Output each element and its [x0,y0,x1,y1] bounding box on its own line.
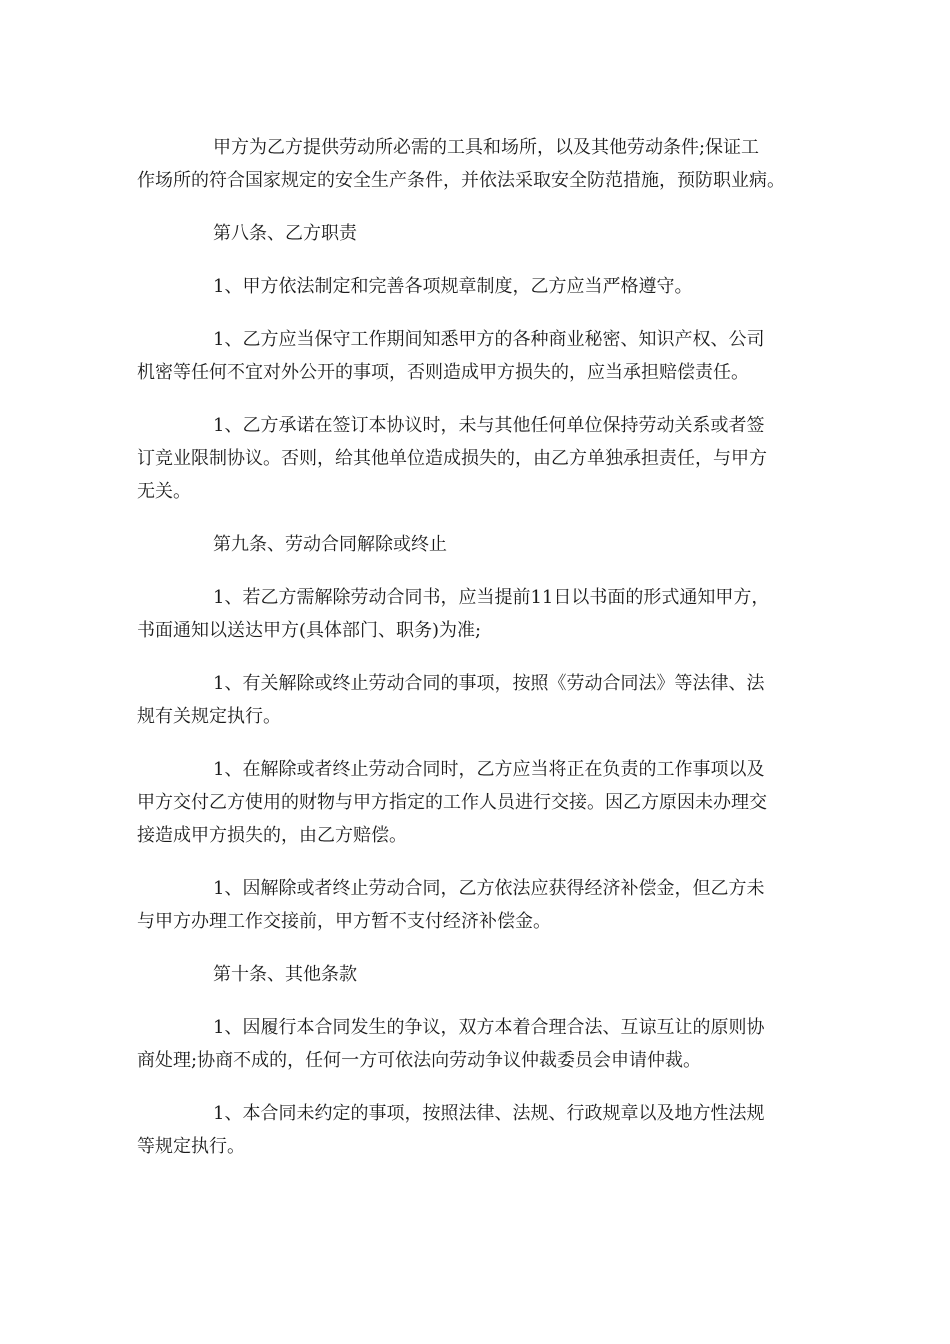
paragraph-line: 1、因履行本合同发生的争议，双方本着合理合法、互谅互让的原则协 [213,1017,765,1038]
paragraph [137,131,817,197]
paragraph [137,581,817,647]
paragraph-line: 1、乙方应当保守工作期间知悉甲方的各种商业秘密、知识产权、公司 [213,329,765,350]
section-heading-text: 第十条、其他条款 [213,964,357,985]
paragraph [137,1011,817,1077]
paragraph-line: 商处理;协商不成的，任何一方可依法向劳动争议仲裁委员会申请仲裁。 [137,1050,702,1071]
section-heading-text: 第八条、乙方职责 [213,223,357,244]
paragraph-line: 与甲方办理工作交接前，甲方暂不支付经济补偿金。 [137,911,551,932]
document-body [137,131,817,1183]
paragraph-line: 1、因解除或者终止劳动合同，乙方依法应获得经济补偿金，但乙方未 [213,878,765,899]
paragraph-line: 等规定执行。 [137,1136,245,1157]
section-heading [137,958,817,991]
paragraph-line: 1、乙方承诺在签订本协议时，未与其他任何单位保持劳动关系或者签 [213,415,765,436]
paragraph-line: 作场所的符合国家规定的安全生产条件，并依法采取安全防范措施，预防职业病。 [137,170,785,191]
paragraph-line: 规有关规定执行。 [137,706,281,727]
paragraph-line: 书面通知以送达甲方(具体部门、职务)为准; [137,620,482,641]
paragraph-line: 甲方为乙方提供劳动所必需的工具和场所，以及其他劳动条件;保证工 [213,137,760,158]
paragraph-line: 甲方交付乙方使用的财物与甲方指定的工作人员进行交接。因乙方原因未办理交 [137,792,767,813]
paragraph-line: 接造成甲方损失的，由乙方赔偿。 [137,825,407,846]
paragraph [137,667,817,733]
paragraph-line: 1、本合同未约定的事项，按照法律、法规、行政规章以及地方性法规 [213,1103,765,1124]
paragraph-line: 无关。 [137,481,191,502]
paragraph-line: 1、若乙方需解除劳动合同书，应当提前11日以书面的形式通知甲方， [213,587,770,608]
paragraph-line: 订竞业限制协议。否则，给其他单位造成损失的，由乙方单独承担责任，与甲方 [137,448,767,469]
section-heading [137,217,817,250]
paragraph [137,1097,817,1163]
paragraph-line: 1、有关解除或终止劳动合同的事项，按照《劳动合同法》等法律、法 [213,673,765,694]
paragraph [137,270,817,303]
paragraph [137,872,817,938]
paragraph [137,323,817,389]
paragraph [137,753,817,852]
section-heading-text: 第九条、劳动合同解除或终止 [213,534,447,555]
paragraph [137,409,817,508]
paragraph-line: 机密等任何不宜对外公开的事项，否则造成甲方损失的，应当承担赔偿责任。 [137,362,749,383]
paragraph-line: 1、在解除或者终止劳动合同时，乙方应当将正在负责的工作事项以及 [213,759,765,780]
section-heading [137,528,817,561]
paragraph-line: 1、甲方依法制定和完善各项规章制度，乙方应当严格遵守。 [213,276,693,297]
